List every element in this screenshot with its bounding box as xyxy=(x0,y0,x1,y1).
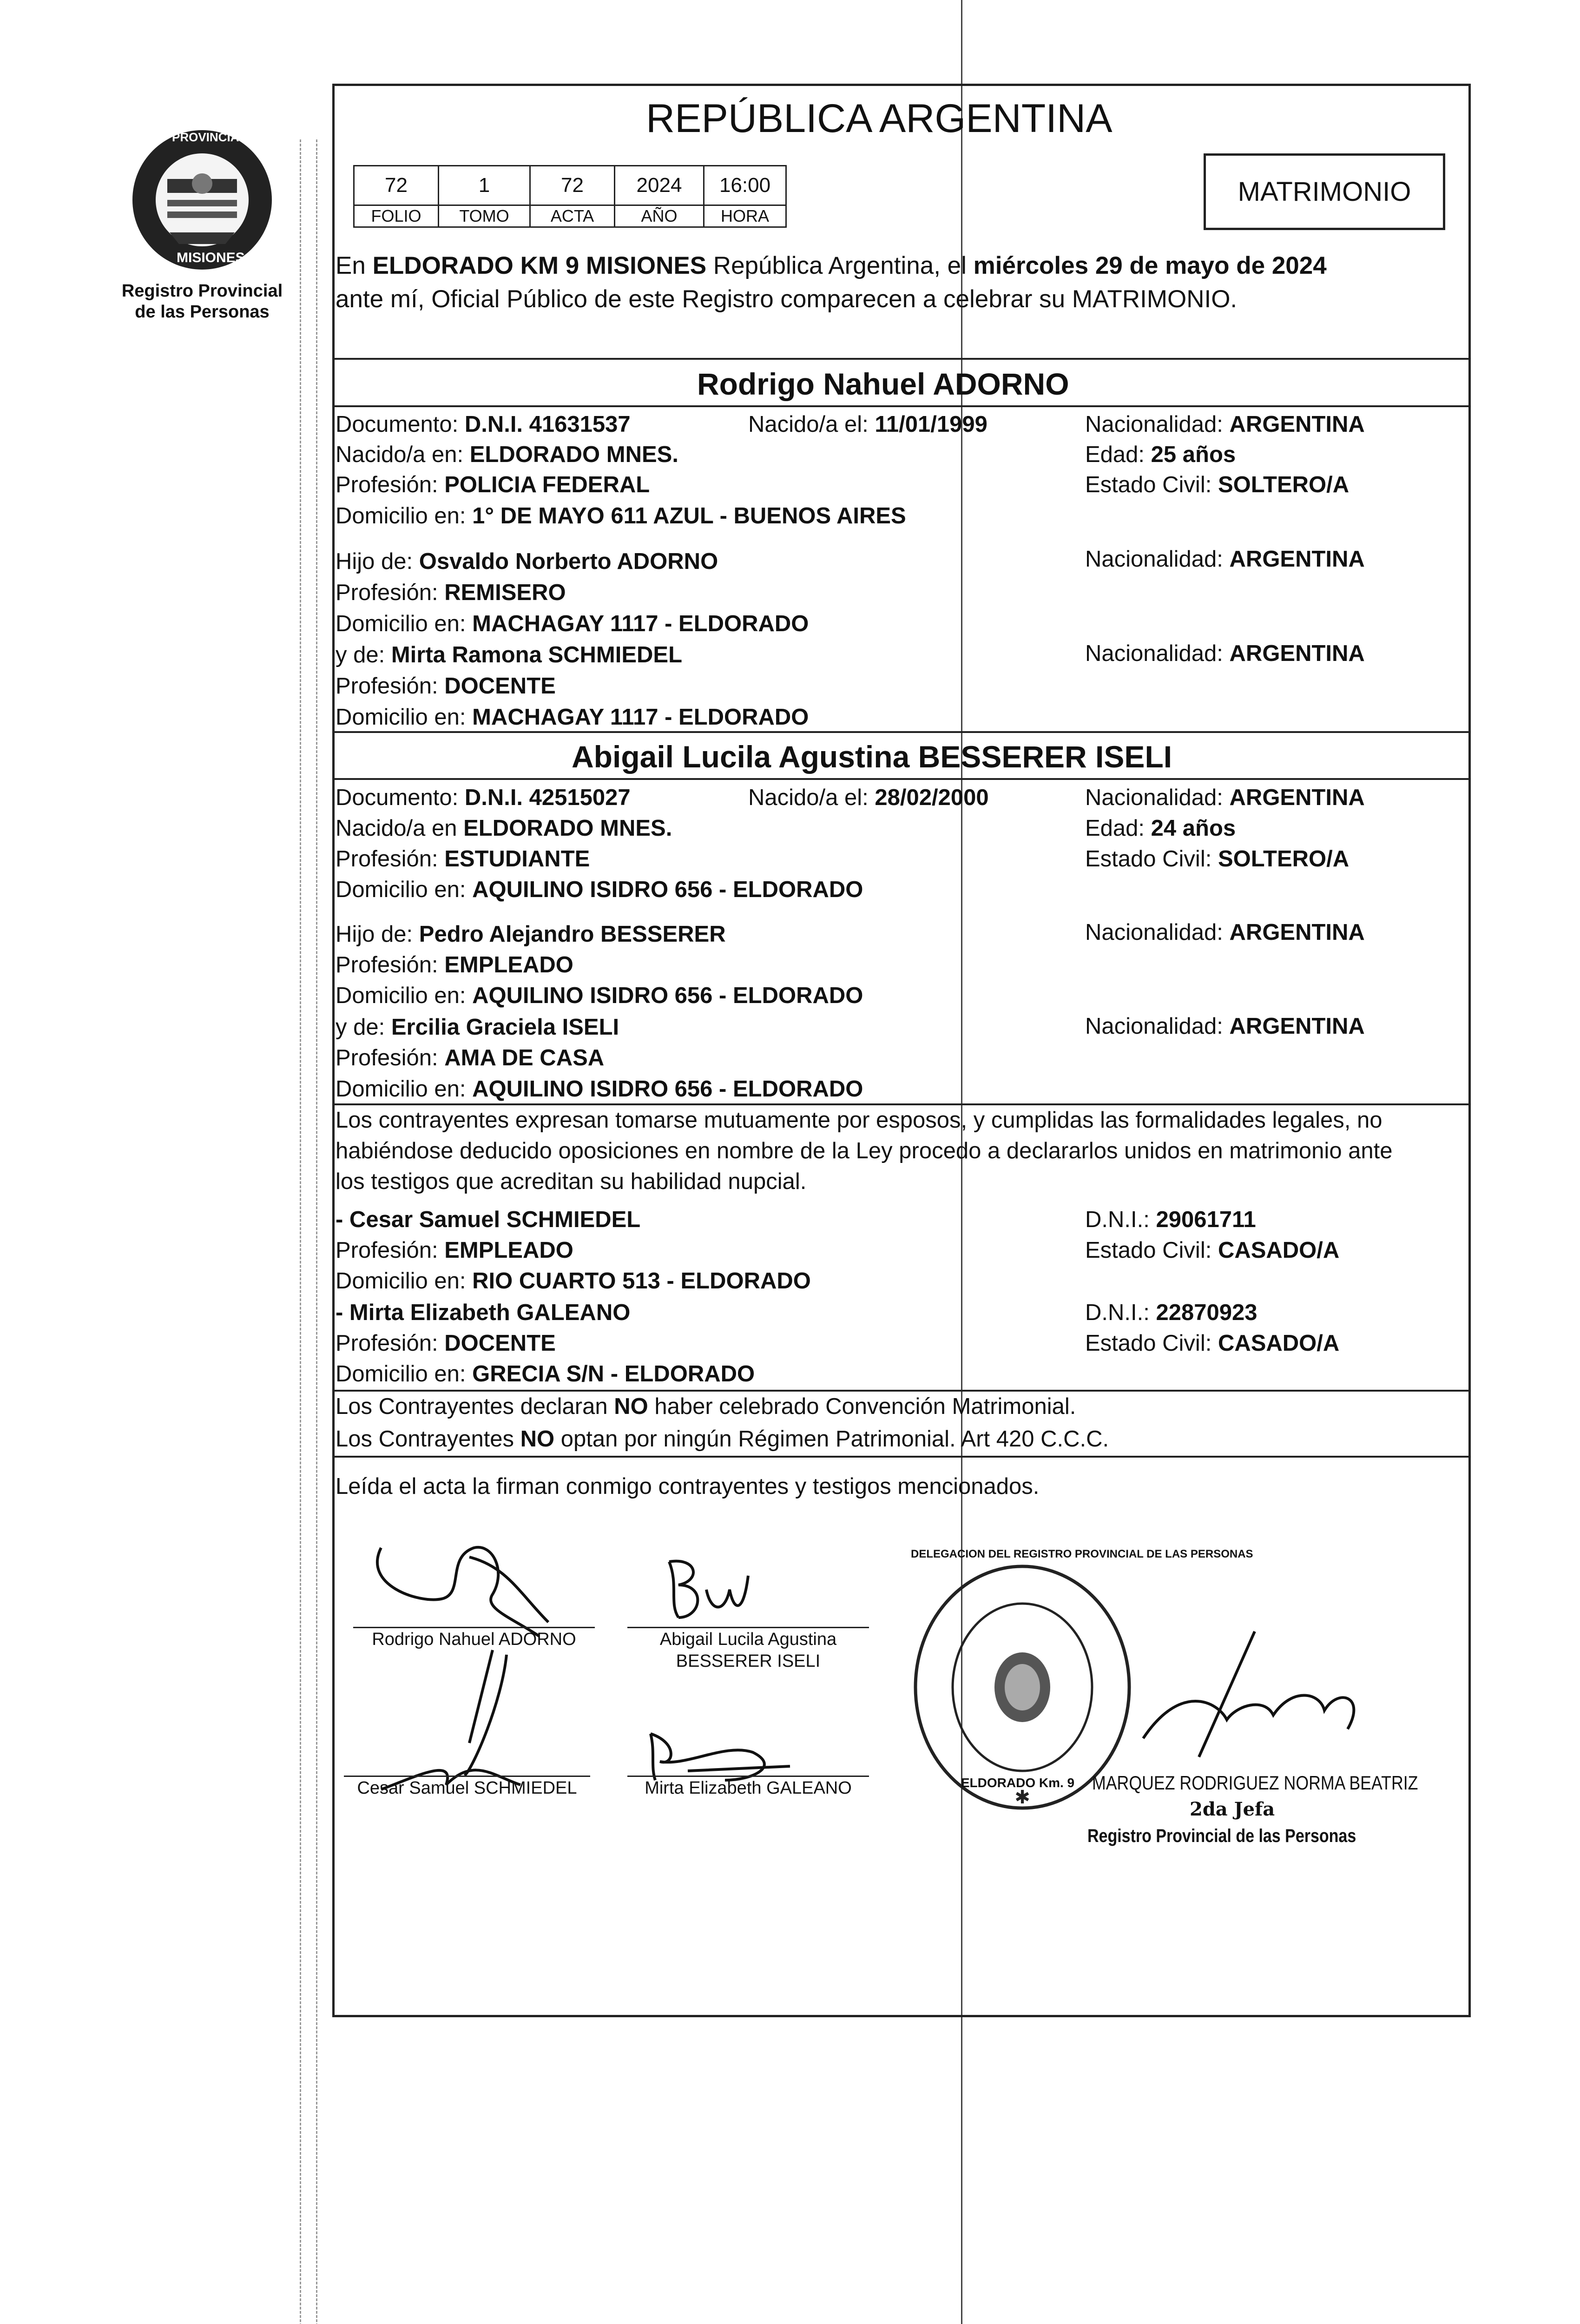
witness1-profession: Profesión: EMPLEADO xyxy=(336,1238,573,1263)
acta-value: 72 xyxy=(529,165,615,206)
tomo-label: TOMO xyxy=(438,205,531,228)
logo-arc-bottom: MISIONES xyxy=(177,250,245,265)
divider xyxy=(332,731,1471,733)
margin-dashed-line xyxy=(300,139,301,2324)
intro-line-1: En ELDORADO KM 9 MISIONES República Argentina, el miércoles 29 de mayo de 2024 xyxy=(336,252,1327,279)
signature-label-mirta: Mirta Elizabeth GALEANO xyxy=(645,1778,852,1798)
logo-arc-top: PROVINCIA DE xyxy=(172,130,259,144)
spouse1-age: Edad: 25 años xyxy=(1085,442,1236,467)
witness1-civil-status: Estado Civil: CASADO/A xyxy=(1085,1238,1340,1263)
witness2-profession: Profesión: DOCENTE xyxy=(336,1331,556,1356)
witness2-name: - Mirta Elizabeth GALEANO xyxy=(336,1300,631,1325)
anio-value: 2024 xyxy=(614,165,704,206)
spouse2-mother-profession: Profesión: AMA DE CASA xyxy=(336,1045,605,1070)
witness2-address: Domicilio en: GRECIA S/N - ELDORADO xyxy=(336,1361,755,1386)
witness1-dni: D.N.I.: 29061711 xyxy=(1085,1207,1256,1232)
divider xyxy=(332,1103,1471,1105)
svg-text:✱: ✱ xyxy=(1014,1787,1030,1808)
spouse2-document: Documento: D.N.I. 42515027 xyxy=(336,785,631,810)
folio-label: FOLIO xyxy=(353,205,439,228)
divider xyxy=(332,778,1471,780)
spouse2-father-nationality: Nacionalidad: ARGENTINA xyxy=(1085,920,1365,945)
spouse1-profession: Profesión: POLICIA FEDERAL xyxy=(336,472,650,497)
spouse2-profession: Profesión: ESTUDIANTE xyxy=(336,846,590,872)
folio-value: 72 xyxy=(353,165,439,206)
witness1-name: - Cesar Samuel SCHMIEDEL xyxy=(336,1207,641,1232)
spouse1-civil-status: Estado Civil: SOLTERO/A xyxy=(1085,472,1350,497)
witness1-address: Domicilio en: RIO CUARTO 513 - ELDORADO xyxy=(336,1268,811,1294)
spouse1-father-profession: Profesión: REMISERO xyxy=(336,580,566,605)
signature-label-rodrigo: Rodrigo Nahuel ADORNO xyxy=(372,1630,576,1649)
divider xyxy=(332,405,1471,407)
signature-abigail xyxy=(641,1548,799,1631)
officer-role: 2da Jefa xyxy=(1190,1798,1275,1820)
convention-line-1: Los Contrayentes declaran NO haber celebrado Convención Matrimonial. xyxy=(336,1394,1076,1419)
spouse2-address: Domicilio en: AQUILINO ISIDRO 656 - ELDORADO xyxy=(336,877,863,902)
signature-line xyxy=(627,1627,869,1628)
seal-bottom-text: ELDORADO Km. 9 xyxy=(961,1776,1075,1790)
spouse1-nationality: Nacionalidad: ARGENTINA xyxy=(1085,412,1365,437)
divider xyxy=(332,1456,1471,1458)
officer-office: Registro Provincial de las Personas xyxy=(1087,1826,1356,1846)
hora-value: 16:00 xyxy=(703,165,787,206)
spouse1-mother-address: Domicilio en: MACHAGAY 1117 - ELDORADO xyxy=(336,705,809,730)
spouse1-document: Documento: D.N.I. 41631537 xyxy=(336,412,631,437)
spouse1-name: Rodrigo Nahuel ADORNO xyxy=(697,367,1069,401)
signature-line xyxy=(627,1776,869,1777)
spouse2-nationality: Nacionalidad: ARGENTINA xyxy=(1085,785,1365,810)
spouse2-age: Edad: 24 años xyxy=(1085,816,1236,841)
margin-dashed-line xyxy=(316,139,317,2324)
convention-line-2: Los Contrayentes NO optan por ningún Régimen Patrimonial. Art 420 C.C.C. xyxy=(336,1426,1109,1452)
spouse2-born-in: Nacido/a en ELDORADO MNES. xyxy=(336,816,672,841)
signature-line xyxy=(344,1776,590,1777)
spouse1-born-on: Nacido/a el: 11/01/1999 xyxy=(748,412,988,437)
spouse2-mother-address: Domicilio en: AQUILINO ISIDRO 656 - ELDORADO xyxy=(336,1076,863,1102)
declaration-line-2: habiéndose deducido oposiciones en nombre de la Ley procedo a declararlos unidos en matrimonio ante xyxy=(336,1138,1393,1163)
spouse1-mother-profession: Profesión: DOCENTE xyxy=(336,673,556,699)
signature-label-abigail-1: Abigail Lucila Agustina xyxy=(659,1630,837,1649)
spouse2-mother: y de: Ercilia Graciela ISELI xyxy=(336,1015,619,1040)
signature-cesar xyxy=(353,1636,576,1831)
declaration-line-3: los testigos que acreditan su habilidad nupcial. xyxy=(336,1169,807,1194)
divider xyxy=(332,1390,1471,1392)
spouse2-father-profession: Profesión: EMPLEADO xyxy=(336,952,573,977)
spouse2-civil-status: Estado Civil: SOLTERO/A xyxy=(1085,846,1350,872)
divider xyxy=(332,358,1471,360)
logo-caption-2: de las Personas xyxy=(135,302,270,322)
acta-label: ACTA xyxy=(529,205,615,228)
seal-ring-text: DELEGACION DEL REGISTRO PROVINCIAL DE LAS PERSONAS xyxy=(911,1548,1253,1560)
spouse1-mother: y de: Mirta Ramona SCHMIEDEL xyxy=(336,642,683,667)
signature-label-abigail-2: BESSERER ISELI xyxy=(676,1651,821,1671)
signature-line xyxy=(353,1627,595,1628)
act-type-box: MATRIMONIO xyxy=(1204,153,1445,230)
signature-officer xyxy=(1125,1618,1385,1776)
page-title: REPÚBLICA ARGENTINA xyxy=(646,96,1113,141)
witness2-civil-status: Estado Civil: CASADO/A xyxy=(1085,1331,1340,1356)
hora-label: HORA xyxy=(703,205,787,228)
spouse1-born-in: Nacido/a en: ELDORADO MNES. xyxy=(336,442,678,467)
spouse2-name: Abigail Lucila Agustina BESSERER ISELI xyxy=(572,739,1172,774)
tomo-value: 1 xyxy=(438,165,531,206)
spouse1-father-nationality: Nacionalidad: ARGENTINA xyxy=(1085,547,1365,572)
spouse1-address: Domicilio en: 1° DE MAYO 611 AZUL - BUENOS AIRES xyxy=(336,503,906,528)
intro-line-2: ante mí, Oficial Público de este Registro comparecen a celebrar su MATRIMONIO. xyxy=(336,285,1238,313)
logo-caption-1: Registro Provincial xyxy=(121,281,283,301)
spouse2-mother-nationality: Nacionalidad: ARGENTINA xyxy=(1085,1014,1365,1039)
spouse2-father-address: Domicilio en: AQUILINO ISIDRO 656 - ELDORADO xyxy=(336,983,863,1008)
spouse2-born-on: Nacido/a el: 28/02/2000 xyxy=(748,785,989,810)
witness2-dni: D.N.I.: 22870923 xyxy=(1085,1300,1257,1325)
spouse2-father: Hijo de: Pedro Alejandro BESSERER xyxy=(336,922,726,947)
closing-statement: Leída el acta la firman conmigo contrayentes y testigos mencionados. xyxy=(336,1474,1040,1499)
spouse1-father-address: Domicilio en: MACHAGAY 1117 - ELDORADO xyxy=(336,611,809,636)
anio-label: AÑO xyxy=(614,205,704,228)
officer-name: MARQUEZ RODRIGUEZ NORMA BEATRIZ xyxy=(1092,1772,1418,1794)
declaration-line-1: Los contrayentes expresan tomarse mutuamente por esposos, y cumplidas las formalidades legales, no xyxy=(336,1108,1382,1133)
spouse1-father: Hijo de: Osvaldo Norberto ADORNO xyxy=(336,549,718,574)
registry-logo xyxy=(125,125,279,274)
spouse1-mother-nationality: Nacionalidad: ARGENTINA xyxy=(1085,641,1365,666)
signature-label-cesar: Cesar Samuel SCHMIEDEL xyxy=(357,1778,577,1798)
